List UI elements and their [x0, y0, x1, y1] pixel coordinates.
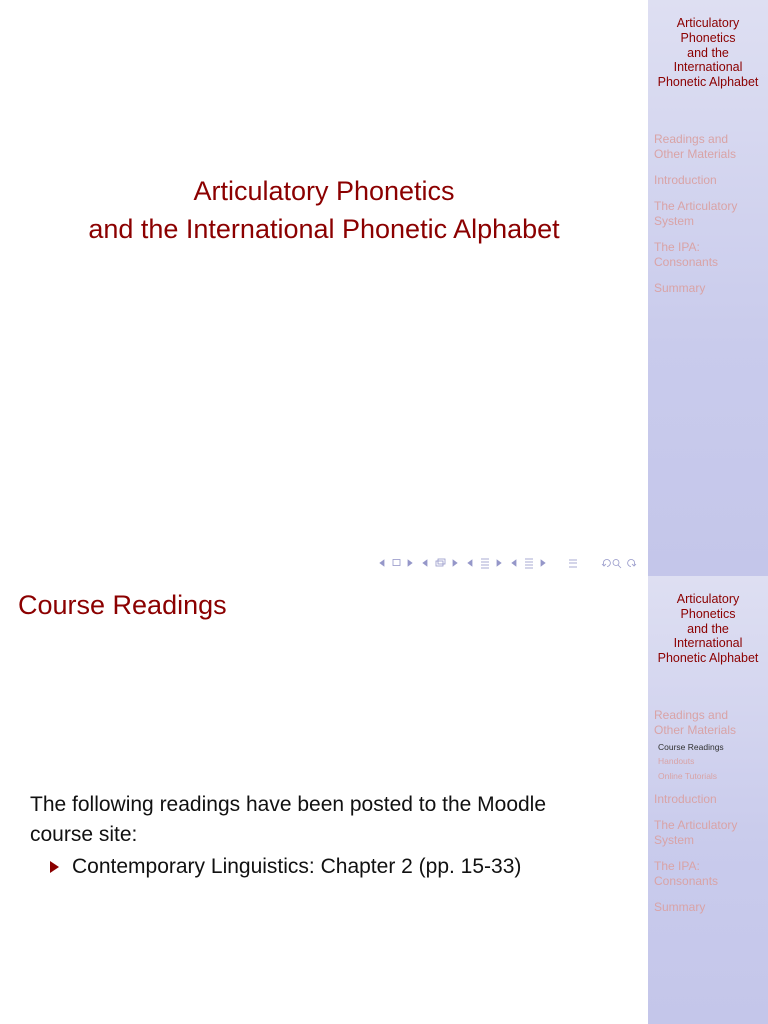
section-prev-icon[interactable] — [468, 560, 472, 566]
subsection-icon[interactable] — [436, 559, 445, 566]
slide-body — [30, 790, 630, 882]
sidebar-item-summary[interactable] — [654, 900, 762, 915]
subsection-next-icon[interactable] — [453, 560, 457, 566]
sidebar-item-label: Readings and — [654, 707, 729, 722]
title-line-2: and the International Phonetic Alphabet — [88, 214, 560, 244]
sidebar-title-line: Phonetics — [680, 30, 736, 45]
sidebar-item-label: Consonants — [654, 874, 719, 889]
sidebar-item-readings[interactable] — [654, 132, 762, 162]
sidebar-item-label: Summary — [654, 280, 706, 295]
navigation-bar — [378, 556, 640, 570]
intro-text-line-2: course site: — [30, 823, 138, 846]
frame-icon[interactable] — [393, 560, 400, 566]
sidebar-title-line: and the — [687, 45, 729, 60]
sidebar-item-label: Other Materials — [654, 146, 737, 161]
subsection-prev-icon[interactable] — [423, 560, 427, 566]
sidebar-nav — [648, 132, 768, 296]
sidebar-item-label: System — [654, 833, 695, 848]
sidebar-title[interactable] — [648, 16, 768, 90]
sidebar-item-label: Consonants — [654, 254, 719, 269]
navigation-symbols — [378, 556, 640, 570]
sidebar-title-line: International — [673, 636, 743, 651]
sidebar-item-summary[interactable] — [654, 281, 762, 296]
sidebar-item-label: Introduction — [654, 172, 717, 187]
sidebar-item-label: The IPA: — [654, 239, 700, 254]
forward-icon[interactable] — [628, 560, 636, 567]
sidebar-subsection-list — [654, 740, 768, 784]
sidebar-title-line: Phonetic Alphabet — [657, 75, 759, 90]
back-icon[interactable] — [602, 560, 610, 567]
sidebar-nav — [648, 708, 768, 916]
sidebar-item-label: Summary — [654, 900, 706, 915]
sidebar-item-label: Introduction — [654, 792, 717, 807]
sidebar-subitem-handouts[interactable]: Handouts — [658, 756, 695, 767]
sidebar-title-line: and the — [687, 621, 729, 636]
sidebar-item-ipa-consonants[interactable] — [654, 859, 762, 889]
sidebar-item-readings[interactable] — [654, 708, 762, 738]
sidebar-item-label: Other Materials — [654, 722, 737, 737]
section-next-icon[interactable] — [497, 560, 501, 566]
sidebar — [648, 0, 768, 576]
sidebar-item-label: System — [654, 213, 695, 228]
document-prev-icon[interactable] — [512, 560, 516, 566]
presentation-title — [0, 172, 648, 248]
sidebar-item-label: Readings and — [654, 131, 729, 146]
sidebar-title-line: Articulatory — [676, 592, 740, 606]
sidebar-title-line: Phonetics — [680, 606, 736, 621]
sidebar-item-label: The IPA: — [654, 859, 700, 874]
sidebar-subitem-online-tutorials[interactable]: Online Tutorials — [658, 770, 718, 781]
document-next-icon[interactable] — [541, 560, 545, 566]
sidebar-item-articulatory-system[interactable] — [654, 199, 762, 229]
sidebar-title-line: International — [673, 60, 743, 75]
sidebar-item-ipa-consonants[interactable] — [654, 240, 762, 270]
sidebar — [648, 576, 768, 1024]
sidebar-item-articulatory-system[interactable] — [654, 818, 762, 848]
bullet-triangle-icon — [50, 861, 59, 873]
section-icon[interactable] — [481, 559, 489, 568]
appendix-icon[interactable] — [569, 560, 577, 567]
reading-item: Contemporary Linguistics: Chapter 2 (pp. 15-33) — [72, 855, 522, 878]
sidebar-item-introduction[interactable] — [654, 792, 762, 807]
sidebar-title-line: Phonetic Alphabet — [657, 651, 759, 666]
sidebar-title-line: Articulatory — [676, 16, 740, 30]
frame-prev-icon[interactable] — [380, 560, 384, 566]
sidebar-title[interactable] — [648, 592, 768, 666]
intro-text-line-1: The following readings have been posted to the Moodle — [30, 793, 547, 816]
course-readings-slide — [0, 576, 768, 1024]
sidebar-subitem-course-readings[interactable]: Course Readings — [658, 741, 724, 752]
sidebar-item-label: The Articulatory — [654, 198, 738, 213]
sidebar-item-label: The Articulatory — [654, 818, 738, 833]
frame-title: Course Readings — [18, 590, 227, 620]
frame-next-icon[interactable] — [408, 560, 412, 566]
sidebar-item-introduction[interactable] — [654, 173, 762, 188]
search-icon[interactable] — [613, 560, 621, 569]
list-item — [30, 852, 630, 882]
document-icon[interactable] — [525, 559, 533, 568]
title-line-1: Articulatory Phonetics — [193, 176, 455, 206]
